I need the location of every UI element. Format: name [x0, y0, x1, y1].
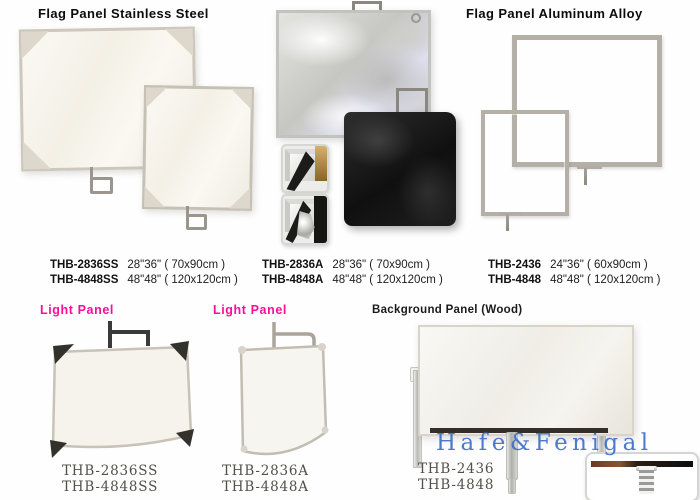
corner-cap	[50, 440, 67, 458]
stand-pole-tip	[508, 478, 516, 494]
background-wood-panel	[418, 325, 634, 436]
spec-line	[488, 273, 661, 288]
model-number: THB-4848	[488, 274, 542, 286]
background-panel-title: Background Panel (Wood)	[372, 304, 523, 316]
brand-watermark: Hafe&Fenigal	[436, 430, 653, 456]
model-label: THB-2836A	[222, 463, 309, 479]
model-label: THB-4848SS	[62, 479, 159, 495]
gold-fabric-detail	[315, 146, 327, 181]
corner-detail-thumbnail-gold	[281, 144, 329, 193]
size-spec: 48"48" ( 120x120cm )	[550, 274, 661, 286]
corner-cap	[318, 343, 326, 351]
aluminum-fabric-specs	[262, 258, 443, 288]
stainless-section-title: Flag Panel Stainless Steel	[38, 6, 209, 21]
model-label: THB-4848A	[222, 479, 309, 495]
frame-handle-bar	[499, 212, 522, 215]
hanging-ring	[411, 13, 421, 23]
model-number: THB-2436	[488, 259, 542, 271]
black-flag-panel	[344, 112, 456, 226]
panel-fabric	[241, 346, 326, 454]
aluminum-section-title: Flag Panel Aluminum Alloy	[466, 6, 643, 21]
model-number: THB-2836A	[262, 259, 324, 271]
light-panel-mid-models	[222, 463, 309, 495]
corner-cap	[238, 346, 246, 354]
spec-line	[262, 273, 443, 288]
stainless-specs	[50, 258, 238, 288]
model-number: THB-4848SS	[50, 274, 119, 286]
size-spec: 48"48" ( 120x120cm )	[332, 274, 443, 286]
size-spec: 28"36" ( 70x90cm )	[127, 259, 226, 271]
corner-pocket	[229, 188, 250, 209]
spec-line	[262, 258, 443, 273]
light-panel-mid-photo	[226, 318, 342, 468]
corner-cap	[241, 446, 248, 453]
light-panel-left-photo	[46, 318, 196, 466]
panel-handle	[274, 322, 314, 348]
size-spec: 24"36" ( 60x90cm )	[550, 259, 648, 271]
corner-pocket	[165, 29, 193, 57]
frame-handle-pin	[584, 168, 587, 185]
corner-pocket	[23, 141, 51, 169]
model-label: THB-4848	[418, 477, 495, 493]
model-label: THB-2436	[418, 461, 495, 477]
panel-handle	[90, 167, 112, 193]
light-panel-title-mid: Light Panel	[213, 303, 287, 317]
panel-fabric	[53, 347, 191, 447]
corner-detail-thumbnail-black	[281, 194, 329, 245]
model-number: THB-4848A	[262, 274, 324, 286]
black-fabric-detail	[314, 196, 327, 243]
background-panel-models	[418, 461, 494, 493]
frame-handle-bar	[577, 166, 602, 169]
model-label: THB-2836SS	[62, 463, 159, 479]
chrome-spigot	[639, 467, 654, 494]
panel-handle	[110, 321, 148, 348]
panel-handle	[186, 206, 206, 230]
stainless-flag-panel-small	[142, 85, 254, 211]
frame-handle-pin	[506, 214, 509, 231]
spec-line	[50, 273, 238, 288]
light-panel-title-left: Light Panel	[40, 303, 114, 317]
aluminum-frame-specs	[488, 258, 661, 288]
spec-line	[488, 258, 661, 273]
model-number: THB-2836SS	[50, 259, 119, 271]
light-panel-left-models	[62, 463, 158, 495]
clamp-detail-thumbnail	[585, 452, 699, 500]
aluminum-frame-small	[481, 110, 569, 216]
corner-pocket	[146, 87, 167, 108]
corner-pocket	[21, 31, 49, 59]
corner-cap	[322, 427, 329, 434]
corner-pocket	[144, 186, 165, 207]
spec-line	[50, 258, 238, 273]
corner-pocket	[231, 89, 252, 110]
size-spec: 48"48" ( 120x120cm )	[127, 274, 238, 286]
size-spec: 28"36" ( 70x90cm )	[332, 259, 431, 271]
